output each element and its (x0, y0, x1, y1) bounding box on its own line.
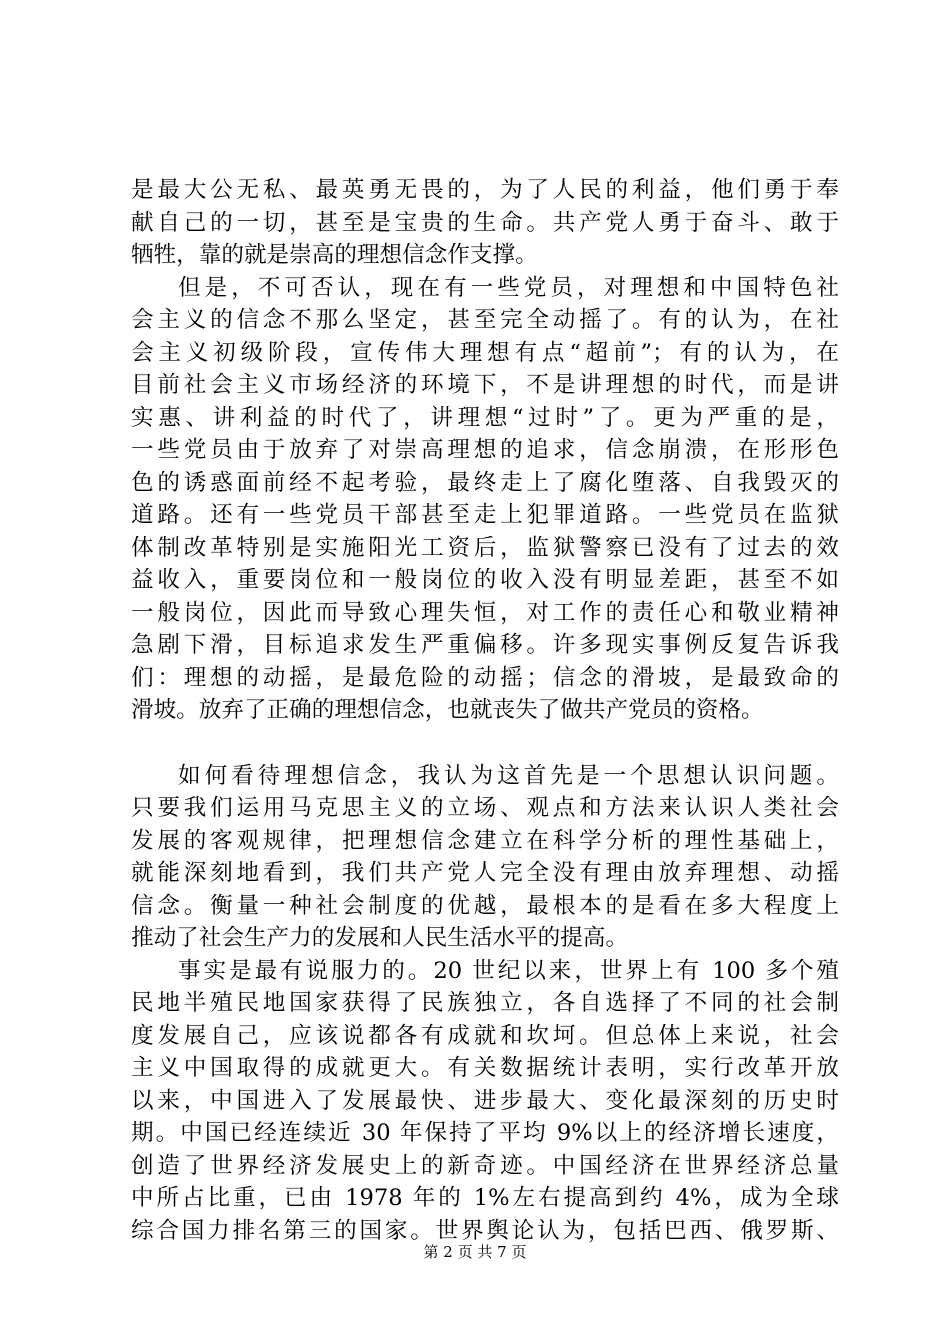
text-line: 推动了社会生产力的发展和人民生活水平的提高。 (131, 925, 629, 951)
text-line: 体制改革特别是实施阳光工资后，监狱警察已没有了过去的效 (131, 534, 839, 561)
text-line: 度发展自己，应该说都各有成就和坎坷。但总体上来说，社会 (131, 1022, 839, 1049)
text-line: 牺牲，靠的就是崇高的理想信念作支撑。 (131, 242, 538, 268)
text-line: 创造了世界经济发展史上的新奇迹。中国经济在世界经济总量 (131, 1152, 839, 1179)
text-line: 一些党员由于放弃了对崇高理想的追求，信念崩溃，在形形色 (131, 437, 839, 463)
text-line: 只要我们运用马克思主义的立场、观点和方法来认识人类社会 (131, 795, 839, 821)
text-line: 中所占比重，已由 1978 年的 1%左右提高到约 4%，成为全球 (131, 1185, 839, 1211)
text-line: 发展的客观规律，把理想信念建立在科学分析的理性基础上， (131, 827, 839, 854)
text-line: 色的诱惑面前经不起考验，最终走上了腐化堕落、自我毁灭的 (131, 469, 839, 496)
text-line: 会主义的信念不那么坚定，甚至完全动摇了。有的认为，在社 (131, 307, 839, 333)
text-line: 以来，中国进入了发展最快、进步最大、变化最深刻的历史时 (131, 1087, 839, 1114)
text-line: 是最大公无私、最英勇无畏的，为了人民的利益，他们勇于奉 (131, 177, 839, 203)
text-line: 们：理想的动摇，是最危险的动摇；信念的滑坡，是最致命的 (131, 664, 839, 691)
text-line: 信念。衡量一种社会制度的优越，最根本的是看在多大程度上 (131, 892, 839, 919)
text-line: 主义中国取得的成就更大。有关数据统计表明，实行改革开放 (131, 1055, 839, 1081)
text-line: 综合国力排名第三的国家。世界舆论认为，包括巴西、俄罗斯、 (131, 1217, 839, 1244)
text-line: 就能深刻地看到，我们共产党人完全没有理由放弃理想、动摇 (131, 860, 839, 886)
paragraph-1 (131, 174, 839, 272)
text-line: 会主义初级阶段，宣传伟大理想有点“超前”；有的认为，在 (131, 339, 839, 366)
text-line: 实惠、讲利益的时代了，讲理想“过时”了。更为严重的是， (131, 404, 839, 431)
document-body (131, 174, 839, 1247)
text-line: 一般岗位，因此而导致心理失恒，对工作的责任心和敬业精神 (131, 599, 839, 626)
text-line: 民地半殖民地国家获得了民族独立，各自选择了不同的社会制 (131, 990, 839, 1016)
paragraph-3 (131, 760, 839, 955)
paragraph-4 (131, 955, 839, 1248)
text-line: 益收入，重要岗位和一般岗位的收入没有明显差距，甚至不如 (131, 567, 839, 593)
text-line: 如何看待理想信念，我认为这首先是一个思想认识问题。 (178, 762, 839, 789)
text-line: 但是，不可否认，现在有一些党员，对理想和中国特色社 (178, 274, 839, 301)
text-line: 道路。还有一些党员干部甚至走上犯罪道路。一些党员在监狱 (131, 502, 839, 528)
text-line: 急剧下滑，目标追求发生严重偏移。许多现实事例反复告诉我 (131, 632, 839, 658)
text-line: 献自己的一切，甚至是宝贵的生命。共产党人勇于奋斗、敢于 (131, 209, 839, 236)
text-line: 事实是最有说服力的。20 世纪以来，世界上有 100 多个殖 (178, 957, 839, 984)
text-line: 滑坡。放弃了正确的理想信念，也就丧失了做共产党员的资格。 (131, 697, 764, 723)
text-line: 期。中国已经连续近 30 年保持了平均 9%以上的经济增长速度， (131, 1120, 839, 1146)
paragraph-2 (131, 272, 839, 727)
text-line: 目前社会主义市场经济的环境下，不是讲理想的时代，而是讲 (131, 372, 839, 398)
paragraph-spacer (131, 727, 839, 760)
page-number-footer: 第 2 页 共 7 页 (423, 1243, 527, 1261)
